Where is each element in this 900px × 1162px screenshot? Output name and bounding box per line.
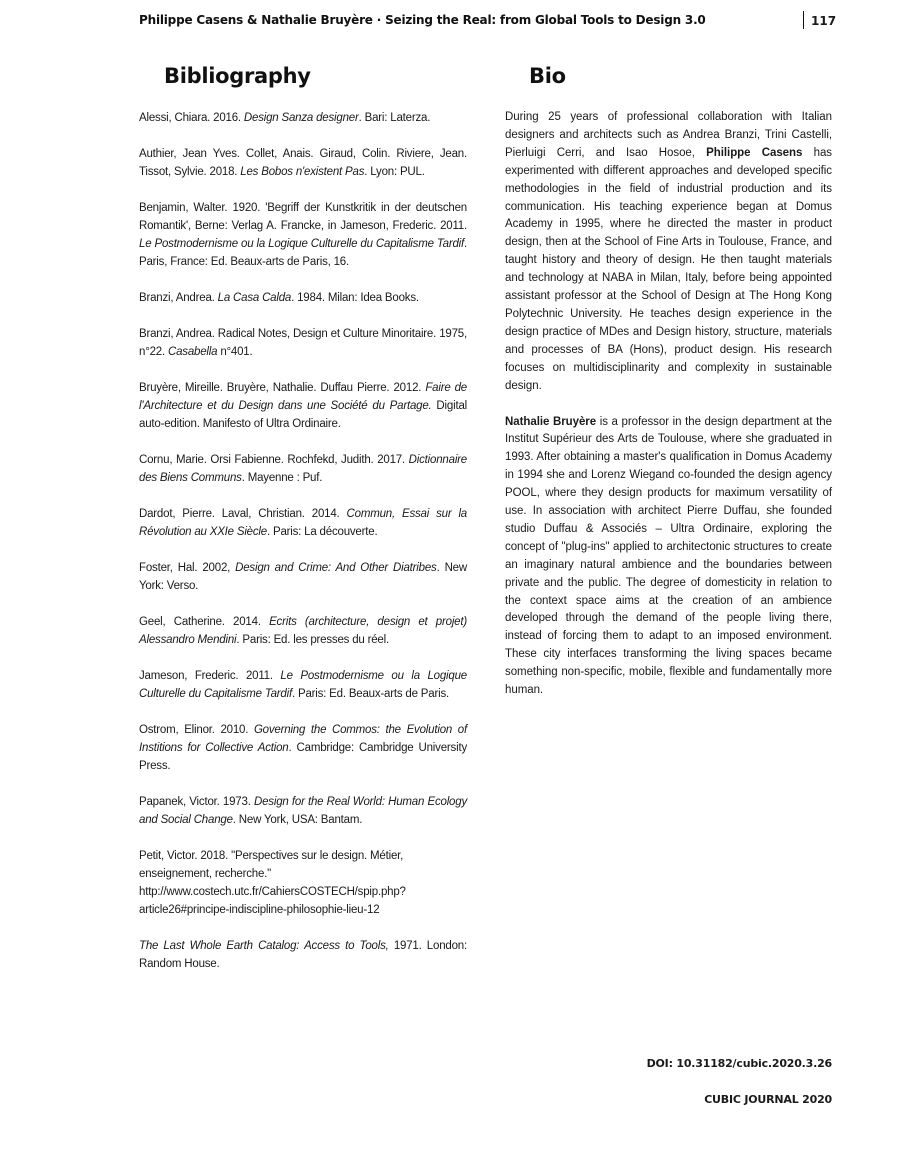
reference-item: Ostrom, Elinor. 2010. Governing the Commos: the Evolution of Institions for Collective Action. Cambridge: Cambridge University Press. — [139, 724, 467, 772]
reference-item: Benjamin, Walter. 1920. 'Begriff der Kunstkritik in der deutschen Romantik', Berne: Verlag A. Francke, in Jameson, Frederic. 2011. Le Postmodernisme ou la Logique Culturelle du Capitalisme Tardif. Paris, France: Ed. Beaux-arts de Paris, 16. — [139, 202, 467, 268]
author-name: Philippe Casens — [706, 146, 803, 159]
reference-item: Bruyère, Mireille. Bruyère, Nathalie. Duffau Pierre. 2012. Faire de l'Architecture et du Design dans une Société du Partage. Digital auto-edition. Manifesto of Ultra Ordinaire. — [139, 382, 467, 430]
bibliography-heading: Bibliography — [164, 64, 311, 88]
reference-item: The Last Whole Earth Catalog: Access to Tools, 1971. London: Random House. — [139, 940, 467, 970]
doi-label: DOI: 10.31182/cubic.2020.3.26 — [646, 1057, 832, 1070]
reference-item: Branzi, Andrea. La Casa Calda. 1984. Milan: Idea Books. — [139, 292, 419, 304]
reference-item: Jameson, Frederic. 2011. Le Postmodernisme ou la Logique Culturelle du Capitalisme Tardif. Paris: Ed. Beaux-arts de Paris. — [139, 670, 467, 700]
reference-item: Authier, Jean Yves. Collet, Anais. Giraud, Colin. Riviere, Jean. Tissot, Sylvie. 2018. Les Bobos n'existent Pas. Lyon: PUL. — [139, 148, 467, 178]
bio-text — [505, 109, 832, 718]
running-head: Philippe Casens & Nathalie Bruyère · Seizing the Real: from Global Tools to Design 3.0 — [139, 13, 706, 27]
reference-item: Papanek, Victor. 1973. Design for the Real World: Human Ecology and Social Change. New York, USA: Bantam. — [139, 796, 467, 826]
bio-paragraph-bruyere: Nathalie Bruyère is a professor in the design department at the Institut Supérieur des Arts de Toulouse, where she graduated in 1993. After obtaining a master's qualification in Domus Academy in 1994 she and Lorenz Wiegand co-founded the design agency POOL, where they design products for maximum versatility of use. In association with architect Pierre Duffau, she founded studio Duffau & Associés – Ultra Ordinaire, exploring the concept of "plug-ins" applied to architectonic structures to create an imaginary natural ambience and the boundaries between private and the public. The degree of domesticity in relation to the context space aims at the creation of an ambience developed through the demand of the people living there, instead of forcing them to adapt to an imposed environment. These city interfaces transforming the living spaces became something non-specific, mobile, flexible and fundamentally more human. — [505, 415, 832, 697]
bio-paragraph-casens: During 25 years of professional collaboration with Italian designers and architects such as Andrea Branzi, Trini Castelli, Pierluigi Cerri, and Isao Hosoe, Philippe Casens has experimented with different approaches and developed specific methodologies in the field of industrial production and its communication. His teaching experience began at Domus Academy in 1995, where he directed the master in product design, then at the School of Fine Arts in Toulouse, France, and taught history and theory of design. He then taught materials and technology at NABA in Milan, Italy, before being appointed assistant professor at the School of Design at The Hong Kong Polytechnic University. He teaches design experience in the design practice of MDes and Design history, structure, materials and processes of BA (Hons), product design. His research focuses on multidisciplinarity and complexity in sustainable design. — [505, 111, 832, 392]
reference-item: Petit, Victor. 2018. "Perspectives sur le design. Métier, enseignement, recherche." http://www.costech.utc.fr/CahiersCOSTECH/spip.php?article26#principe-indiscipline-philosophie-lieu-12 — [139, 850, 406, 916]
reference-item: Geel, Catherine. 2014. Ecrits (architecture, design et projet) Alessandro Mendini. Paris: Ed. les presses du réel. — [139, 616, 468, 646]
reference-item: Cornu, Marie. Orsi Fabienne. Rochfekd, Judith. 2017. Dictionnaire des Biens Communs. Mayenne : Puf. — [139, 454, 467, 484]
author-name: Nathalie Bruyère — [505, 415, 597, 428]
journal-label: CUBIC JOURNAL 2020 — [704, 1093, 832, 1106]
bibliography-list — [139, 109, 467, 991]
page-number: 117 — [803, 11, 836, 29]
reference-item: Dardot, Pierre. Laval, Christian. 2014. Commun, Essai sur la Révolution au XXIe Siècle. Paris: La découverte. — [139, 508, 467, 538]
reference-item: Alessi, Chiara. 2016. Design Sanza designer. Bari: Laterza. — [139, 112, 431, 124]
bio-heading: Bio — [529, 64, 566, 88]
reference-item: Branzi, Andrea. Radical Notes, Design et Culture Minoritaire. 1975, n°22. Casabella n°401. — [139, 328, 467, 358]
reference-item: Foster, Hal. 2002, Design and Crime: And Other Diatribes. New York: Verso. — [139, 562, 467, 592]
